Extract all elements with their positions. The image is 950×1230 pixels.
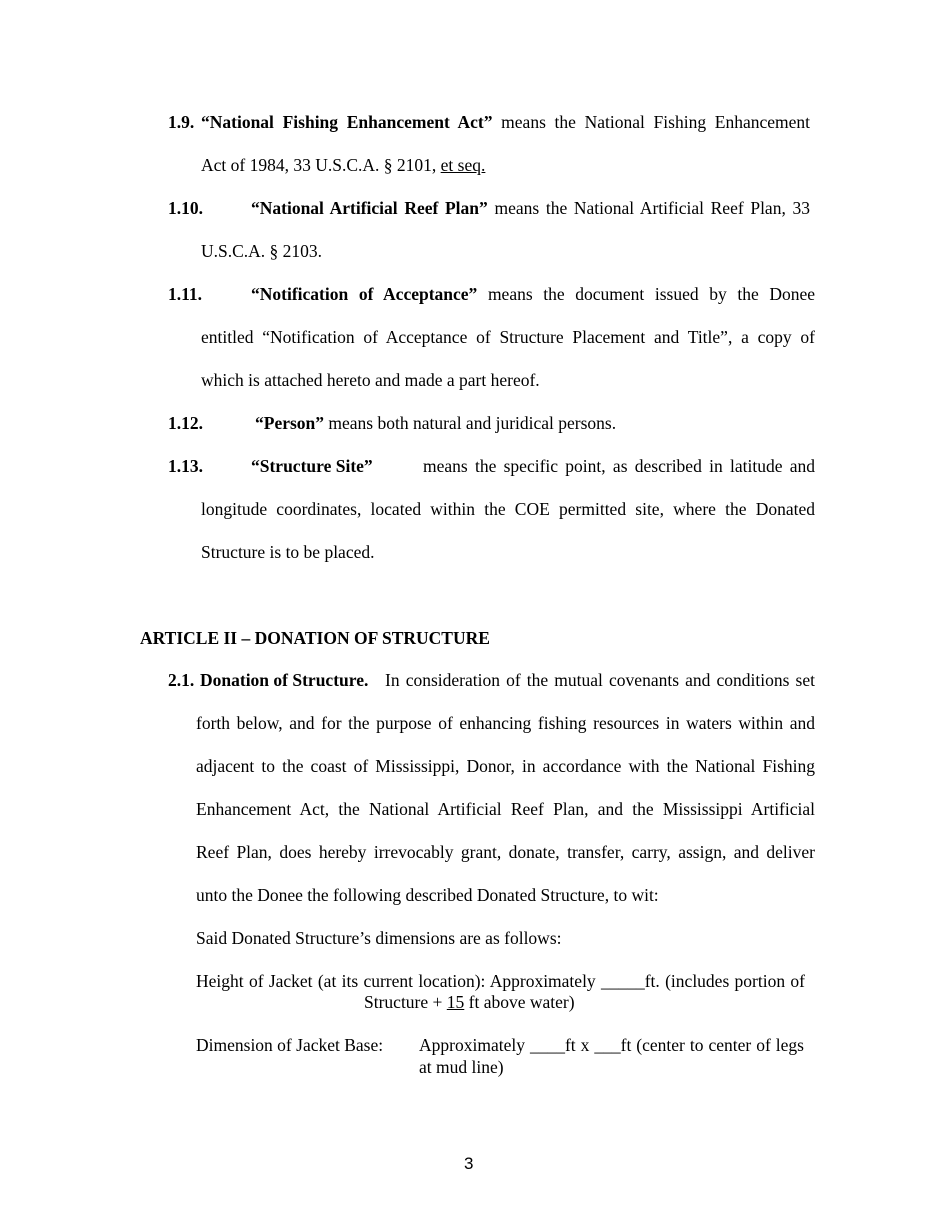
def-1-10-line1 (251, 200, 810, 218)
jacket-height-structure-label: Structure + (364, 992, 443, 1012)
jacket-height-line1: Height of Jacket (at its current location): Approximately _____ft. (includes portion of (196, 971, 805, 991)
def-1-9-term: “National Fishing Enhancement Act” (201, 112, 493, 132)
def-1-10-term: “National Artificial Reef Plan” (251, 198, 488, 218)
def-1-12-term: “Person” (255, 413, 325, 433)
def-1-10-number: 1.10. (168, 198, 203, 218)
section-2-1-line5: Reef Plan, does hereby irrevocably grant, donate, transfer, carry, assign, and deliver (196, 842, 815, 862)
jacket-base-value-line1: Approximately ____ft x ___ft (center to center of legs (419, 1035, 804, 1055)
section-2-1-line1: In consideration of the mutual covenants and conditions set (385, 670, 815, 690)
dimensions-intro: Said Donated Structure’s dimensions are as follows: (196, 928, 562, 948)
def-1-12-text: means both natural and juridical persons. (328, 413, 617, 433)
def-1-11-line2: entitled “Notification of Acceptance of Structure Placement and Title”, a copy of (201, 327, 815, 347)
def-1-13-line1: means the specific point, as described in latitude and (423, 456, 815, 476)
def-1-11-line1 (251, 286, 815, 304)
def-1-9-line2 (201, 157, 485, 175)
def-1-13-line2: longitude coordinates, located within the COE permitted site, where the Donated (201, 499, 815, 519)
def-1-11-number: 1.11. (168, 284, 203, 304)
def-1-9-text: means the National Fishing Enhancement (501, 112, 810, 132)
def-1-9-citation: Act of 1984, 33 U.S.C.A. § 2101, (201, 155, 437, 175)
jacket-height-value: 15 (446, 992, 465, 1012)
page-number: 3 (464, 1154, 474, 1173)
def-1-12-line1 (255, 415, 616, 433)
jacket-base-label: Dimension of Jacket Base: (196, 1035, 384, 1055)
def-1-9-et-seq: et seq. (440, 155, 486, 175)
def-1-13-number: 1.13. (168, 456, 203, 476)
section-2-1-line2: forth below, and for the purpose of enhancing fishing resources in waters within and (196, 713, 815, 733)
def-1-11-line3: which is attached hereto and made a part hereof. (201, 370, 540, 390)
jacket-base-value-line2: at mud line) (419, 1057, 504, 1077)
def-1-10-text: means the National Artificial Reef Plan, 33 (494, 198, 810, 218)
def-1-11-term: “Notification of Acceptance” (251, 284, 478, 304)
section-2-1-title: Donation of Structure. (200, 670, 369, 690)
article-heading: ARTICLE II – DONATION OF STRUCTURE (140, 628, 490, 648)
jacket-height-line2 (364, 994, 575, 1012)
section-2-1-line4: Enhancement Act, the National Artificial Reef Plan, and the Mississippi Artificial (196, 799, 815, 819)
section-2-1-number: 2.1. (168, 670, 195, 690)
def-1-13-term: “Structure Site” (251, 456, 373, 476)
section-2-1-line6: unto the Donee the following described Donated Structure, to wit: (196, 885, 659, 905)
def-1-12-number: 1.12. (168, 413, 203, 433)
def-1-13-line3: Structure is to be placed. (201, 542, 375, 562)
section-2-1-line3: adjacent to the coast of Mississippi, Donor, in accordance with the National Fishing (196, 756, 815, 776)
def-1-11-text: means the document issued by the Donee (487, 284, 816, 304)
def-1-10-line2: U.S.C.A. § 2103. (201, 241, 323, 261)
def-1-9-number: 1.9. (168, 112, 195, 132)
jacket-height-suffix: ft above water) (468, 992, 575, 1012)
def-1-9-line1 (201, 114, 810, 132)
